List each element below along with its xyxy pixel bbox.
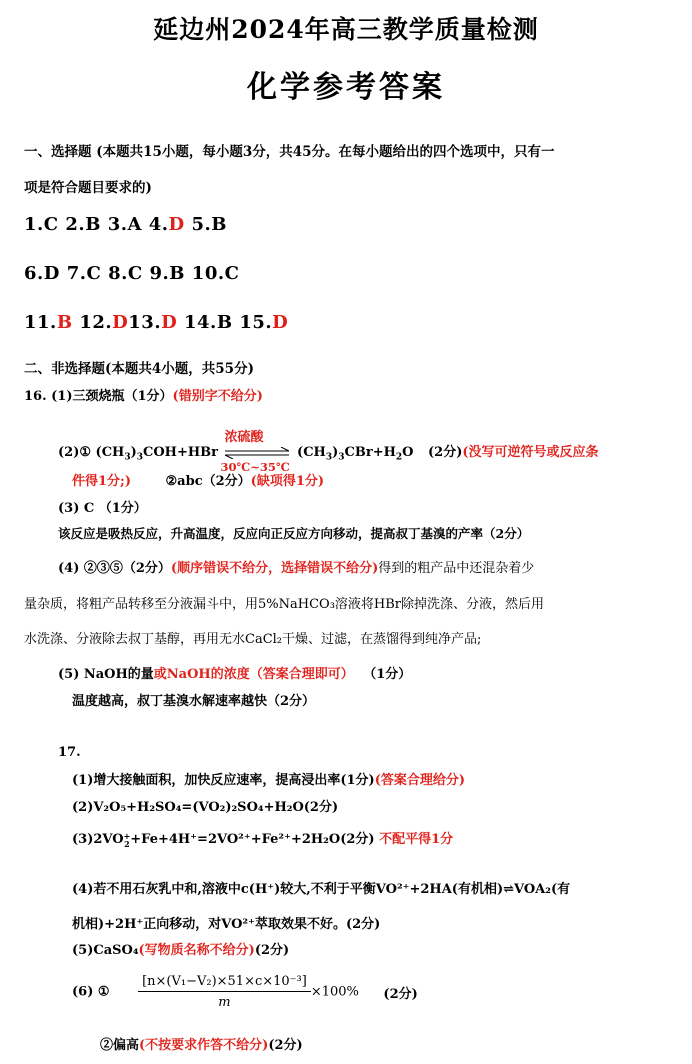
q16-part4-line2: 量杂质，将粗产品转移至分液漏斗中，用5%NaHCO₃溶液将HBr除掉洗涤、分液，然后用 <box>24 597 545 612</box>
answer-item: 6.D <box>24 263 60 284</box>
q17-part4-line1: (4)若不用石灰乳中和,溶液中c(H⁺)较大,不利于平衡VO²⁺+2HA(有机相)⇌VOA₂(有 <box>72 882 571 897</box>
section2-header: 二、非选择题(本题共4小题，共55分) <box>24 361 254 377</box>
answer-item: 7.C <box>66 263 102 284</box>
q17-part1: (1)增大接触面积，加快反应速率，提高浸出率(1分)(答案合理给分) <box>72 773 466 788</box>
condition-catalyst: 浓硫酸 <box>224 429 264 445</box>
q17-number: 17. <box>58 745 81 760</box>
q16-part4: (4) ②③⑤（2分）(顺序错误不给分，选择错误不给分)得到的粗产品中还混杂着少 <box>58 561 535 576</box>
reaction-condition <box>220 429 293 474</box>
answer-item: 2.B <box>65 214 101 235</box>
answer-item: 1.C <box>24 214 59 235</box>
answer-item: 10.C <box>191 263 240 284</box>
document-subtitle: 化学参考答案 <box>247 70 445 105</box>
q17-part6: (6) ① $\frac{\text{[n×(V₁−V₂)×51×c×10⁻³]}}{m}$ ×100% (2分) <box>72 974 418 1010</box>
answer-item: 15.D <box>239 312 289 333</box>
answer-item: 3.A <box>107 214 142 235</box>
section1-header-line1: 一、选择题 (本题共15小题，每小题3分，共45分。在每小题给出的四个选项中，只有一 <box>24 144 555 160</box>
answer-item: 9.B <box>149 263 186 284</box>
q16-part3-text: 该反应是吸热反应，升高温度，反应向正反应方向移动，提高叔丁基溴的产率（2分） <box>58 526 530 541</box>
document-title: 延边州2024年高三教学质量检测 <box>153 15 539 44</box>
q16-part4-line3: 水洗涤、分液除去叔丁基醇，再用无水CaCl₂干燥、过滤，在蒸馏得到纯净产品; <box>24 632 482 647</box>
answer-row-1 <box>24 214 227 235</box>
q16-part1: 16. (1)三颈烧瓶（1分）(错别字不给分) <box>24 389 263 404</box>
q16-part3: (3) C （1分） <box>58 501 147 516</box>
purity-formula <box>138 974 311 1010</box>
answer-item: 11.B <box>24 312 73 333</box>
answer-item: 13.D <box>128 312 178 333</box>
q16-part2-equation: (2)① $(CH_3)_3COH+HBr$ 浓硫酸 30℃~35℃ $(CH_3)_3CBr+H_2O$ (2分)(没写可逆符号或反应条 <box>58 441 599 463</box>
answer-item: 8.C <box>108 263 143 284</box>
q16-part5-line2: 温度越高，叔丁基溴水解速率越快（2分） <box>72 694 316 709</box>
answer-row-2 <box>24 263 239 284</box>
q16-part2-note-cont: 件得1分;) ②abc（2分）(缺项得1分) <box>72 474 325 489</box>
q17-part6-b: ②偏高(不按要求作答不给分)(2分) <box>100 1038 303 1053</box>
answer-row-3 <box>24 312 288 333</box>
answer-item: 4.D <box>148 214 185 235</box>
q17-part2: (2)V₂O₅+H₂SO₄=(VO₂)₂SO₄+H₂O(2分) <box>72 800 339 815</box>
answer-item: 14.B <box>183 312 233 333</box>
condition-temperature: 30℃~35℃ <box>220 459 290 474</box>
q17-part4-line2: 机相)+2H⁺正向移动，对VO²⁺萃取效果不好。(2分) <box>72 917 381 932</box>
answer-item: 5.B <box>191 214 227 235</box>
formula-denominator: m <box>218 995 231 1010</box>
q17-part5: (5)CaSO₄(写物质名称不给分)(2分) <box>72 943 290 958</box>
q16-part5: (5) NaOH的量或NaOH的浓度（答案合理即可） （1分） <box>58 667 412 682</box>
q17-part3: (3)2VO + 2 +Fe+4H⁺=2VO²⁺+Fe²⁺+2H₂O(2分) 不配平得1分 <box>72 830 454 849</box>
answer-item: 12.D <box>79 312 129 333</box>
reversible-arrow-icon <box>223 447 293 459</box>
formula-numerator: [n×(V₁−V₂)×51×c×10⁻³] <box>138 974 311 992</box>
section1-header-line2: 项是符合题目要求的) <box>24 180 152 196</box>
